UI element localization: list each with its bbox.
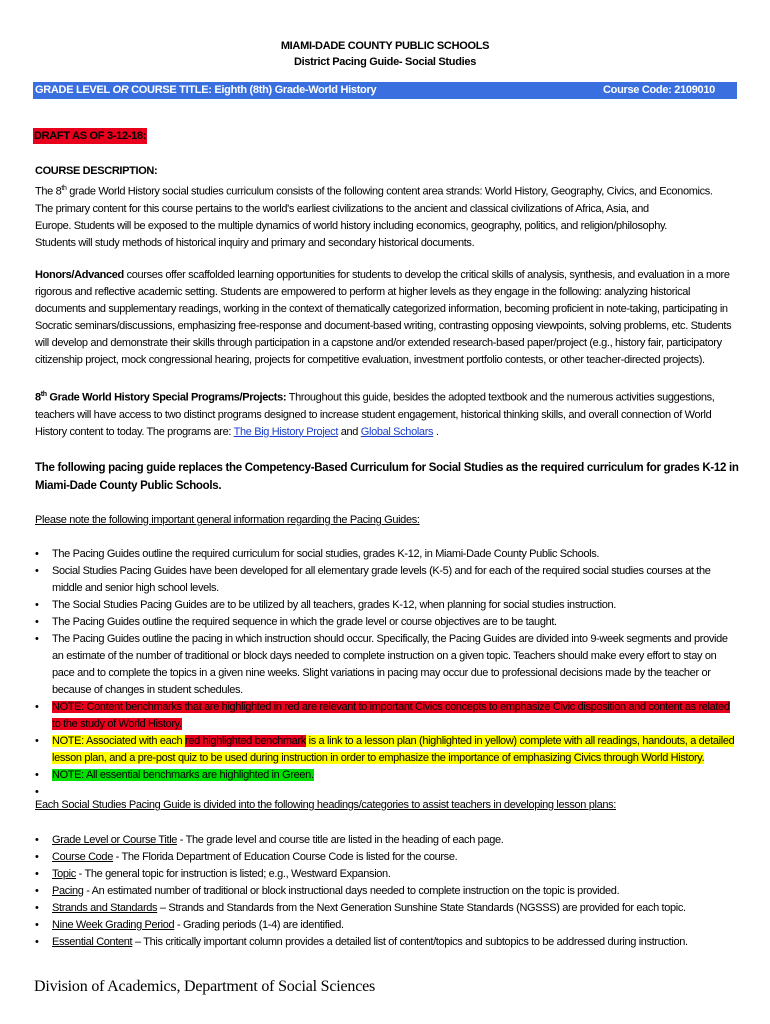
general-bullet-item xyxy=(35,614,739,631)
bullet: • xyxy=(35,902,39,914)
honors-bold: Honors/Advanced xyxy=(35,269,124,281)
course-description-line-2: The primary content for this course pertains to the world's earliest civilizations to the ancient and classical civilizations of Africa, Asia, and xyxy=(35,202,649,215)
bullet: • xyxy=(35,834,39,846)
general-bullet-item xyxy=(35,563,739,597)
replaces-statement: The following pacing guide replaces the Competency-Based Curriculum for Social Studies as the required curriculum for grades K-12 in Miami-Dade County Public Schools. xyxy=(35,462,739,492)
heading-bullet-item xyxy=(35,849,739,866)
honors-paragraph xyxy=(35,267,739,369)
heading-term: Essential Content xyxy=(52,936,133,948)
programs-body: Throughout this guide, besides the adopted textbook and the numerous activities suggestions, teachers will have access to two distinct programs designed to increase student engagement, historical thinking skills, and overall connection of World History content to today. The programs are: xyxy=(35,391,715,438)
special-programs-paragraph xyxy=(35,386,739,441)
course-title-or: OR xyxy=(112,84,129,96)
big-history-project-link[interactable]: The Big History Project xyxy=(233,425,339,438)
bullet: • xyxy=(35,701,39,713)
heading-bullet-item xyxy=(35,866,739,883)
course-title-bar xyxy=(33,82,737,99)
note-bullets xyxy=(35,699,739,801)
guide-subtitle: District Pacing Guide- Social Studies xyxy=(293,56,477,68)
bullet: • xyxy=(35,599,39,611)
headings-list xyxy=(35,832,739,951)
heading-term: Grade Level or Course Title xyxy=(52,834,178,846)
general-bullet-item xyxy=(35,546,739,563)
note-green-item xyxy=(35,767,739,784)
note-red: NOTE: Content benchmarks that are highlighted in red are relevant to important Civics concepts to emphasize Civic disposition and content as related to the study of World History. xyxy=(52,701,730,730)
general-bullet-text: Social Studies Pacing Guides have been developed for all elementary grade levels (K-5) and for each of the required social studies courses at the middle and senior high school levels. xyxy=(52,565,711,594)
heading-bullets xyxy=(35,832,739,951)
general-info-list xyxy=(35,546,739,801)
general-bullets xyxy=(35,546,739,699)
heading-bullet-item xyxy=(35,917,739,934)
heading-term: Pacing xyxy=(52,885,84,897)
programs-bold-a: 8 xyxy=(35,391,41,404)
heading-desc: - The general topic for instruction is listed; e.g., Westward Expansion. xyxy=(75,868,391,880)
bullet: • xyxy=(35,851,39,863)
programs-sup: th xyxy=(40,391,47,398)
note-yellow-a: NOTE: Associated with each xyxy=(52,735,186,747)
note-yellow-c: is a link to a lesson plan (highlighted in yellow) complete with all readings, handouts, a detailed lesson plan, and a pre-post quiz to be used during instruction in order to emphasize the importance of emphasizing Civics through World History. xyxy=(52,735,735,764)
heading-bullet-item xyxy=(35,934,739,951)
district-title: MIAMI-DADE COUNTY PUBLIC SCHOOLS xyxy=(280,40,490,52)
course-code: Course Code: 2109010 xyxy=(603,84,715,96)
bullet: • xyxy=(35,885,39,897)
heading-desc: - An estimated number of traditional or block instructional days needed to complete instruction on the topic is provided. xyxy=(83,885,620,897)
heading-bullet-item xyxy=(35,832,739,849)
general-bullet-item xyxy=(35,597,739,614)
cd-sup: th xyxy=(61,185,67,192)
course-title xyxy=(35,82,376,99)
note-yellow-b: red highlighted benchmark xyxy=(185,735,306,747)
programs-end: . xyxy=(433,425,439,438)
bullet: • xyxy=(35,769,39,781)
heading-term: Nine Week Grading Period xyxy=(52,919,175,931)
heading-desc: – Strands and Standards from the Next Generation Sunshine State Standards (NGSSS) are provided for each topic. xyxy=(157,902,686,914)
course-description-line-1 xyxy=(35,180,739,201)
bullet: • xyxy=(35,786,39,798)
bullet: • xyxy=(35,548,39,560)
global-scholars-link[interactable]: Global Scholars xyxy=(360,425,434,438)
note-yellow-item xyxy=(35,733,739,767)
course-description xyxy=(35,163,739,252)
programs-text xyxy=(35,386,739,441)
heading-term: Strands and Standards xyxy=(52,902,158,914)
honors-text xyxy=(35,267,739,369)
general-bullet-text: The Social Studies Pacing Guides are to be utilized by all teachers, grades K-12, when planning for social studies instruction. xyxy=(52,599,616,611)
heading-desc: – This critically important column provides a detailed list of content/topics and subtopics to be addressed during instruction. xyxy=(132,936,688,948)
bullet: • xyxy=(35,735,39,747)
course-title-prefix: GRADE LEVEL xyxy=(35,84,113,96)
heading-bullet-item xyxy=(35,883,739,900)
heading-desc: - Grading periods (1-4) are identified. xyxy=(174,919,344,931)
heading-desc: - The grade level and course title are listed in the heading of each page. xyxy=(177,834,504,846)
draft-date-badge: DRAFT AS OF 3-12-18: xyxy=(34,130,147,142)
course-title-text: COURSE TITLE: Eighth (8th) Grade-World History xyxy=(128,84,377,96)
bullet: • xyxy=(35,936,39,948)
bullet: • xyxy=(35,919,39,931)
bullet: • xyxy=(35,633,39,645)
general-bullet-text: The Pacing Guides outline the pacing in which instruction should occur. Specifically, the Pacing Guides are divided into 9-week segments and provide an estimate of the number of traditional or block days needed to complete instruction on a given topic. Teachers should make every effort to stay on pace and to complete the topics in a given nine weeks. Slight variations in pacing may occur due to professional decisions made by the teacher or because of changes in student schedules. xyxy=(52,633,728,696)
bullet: • xyxy=(35,868,39,880)
cd-text-b: grade World History social studies curriculum consists of the following content area strands: World History, Geography, Civics, and Economics. xyxy=(66,185,713,198)
bullet: • xyxy=(35,565,39,577)
general-bullet-text: The Pacing Guides outline the required curriculum for social studies, grades K-12, in Miami-Dade County Public Schools. xyxy=(52,548,600,560)
general-bullet-text: The Pacing Guides outline the required sequence in which the grade level or course objectives are to be taught. xyxy=(52,616,557,628)
heading-term: Topic xyxy=(52,868,76,880)
heading-bullet-item xyxy=(35,900,739,917)
footer-department: Division of Academics, Department of Social Sciences xyxy=(34,978,376,995)
honors-body: courses offer scaffolded learning opportunities for students to develop the critical skills of analysis, synthesis, and evaluation in a more rigorous and reflective academic setting. Students are empowered to perform at higher levels as they engage in the following: analyzing historical documents and supplementary readings, working in the context of thematically categorized information, becoming proficient in note-taking, participating in Socratic seminars/discussions, emphasizing free-response and document-based writing, contrasting opposing viewpoints, solving problems, etc. Students will develop and demonstrate their skills through participation in a capstone and/or extended research-based paper/project (e.g., history fair, participatory citizenship project, mock congressional hearing, projects for competitive evaluation, investment portfolio contests, or other teacher-directed projects). xyxy=(35,269,732,366)
bullet: • xyxy=(35,616,39,628)
general-bullet-item xyxy=(35,631,739,699)
programs-and: and xyxy=(338,425,361,438)
course-description-line-3: Europe. Students will be exposed to the multiple dynamics of world history including economics, geography, politics, and religion/philosophy. xyxy=(35,219,668,232)
please-note-heading: Please note the following important general information regarding the Pacing Guides: xyxy=(35,514,420,526)
headings-intro: Each Social Studies Pacing Guide is divided into the following headings/categories to assist teachers in developing lesson plans: xyxy=(35,799,617,811)
heading-desc: - The Florida Department of Education Course Code is listed for the course. xyxy=(112,851,458,863)
course-description-heading: COURSE DESCRIPTION: xyxy=(35,165,158,177)
cd-text-a: The 8 xyxy=(35,185,62,198)
note-green: NOTE: All essential benchmarks are highlighted in Green. xyxy=(52,769,314,781)
heading-term: Course Code xyxy=(52,851,113,863)
programs-bold-b: Grade World History Special Programs/Projects: xyxy=(46,391,287,404)
note-red-item xyxy=(35,699,739,733)
course-description-line-4: Students will study methods of historical inquiry and primary and secondary historical documents. xyxy=(35,236,475,249)
